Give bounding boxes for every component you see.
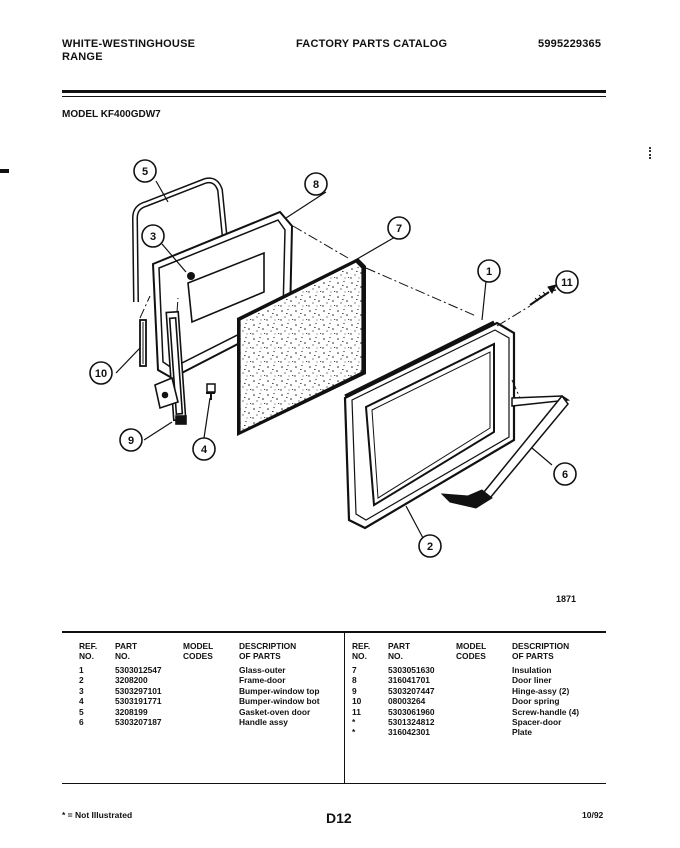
- model-code-cell: [183, 707, 239, 717]
- ref-header: REF. NO.: [352, 641, 371, 661]
- callout-4-label: 4: [200, 444, 208, 456]
- part-no-cell: 316041701: [388, 675, 430, 686]
- description-cell: Glass-outer: [239, 665, 286, 675]
- part-no-cell: 5303061960: [388, 706, 435, 717]
- part-header: PART NO.: [115, 641, 138, 661]
- catalog-title: FACTORY PARTS CATALOG: [296, 38, 448, 50]
- part-no-cell: 08003264: [388, 696, 426, 707]
- ref-no-cell: 3: [79, 685, 84, 696]
- model-codes-header: MODEL CODES: [183, 641, 214, 661]
- part-no-cell: 5303051630: [388, 665, 435, 675]
- ref-no-cell: 6: [79, 717, 84, 728]
- callout-7-label: 7: [395, 223, 403, 235]
- table-row: [352, 696, 622, 706]
- description-cell: Door spring: [512, 696, 560, 707]
- callout-2-label: 2: [426, 541, 434, 553]
- callout-6-label: 6: [561, 469, 569, 481]
- table-row: [352, 717, 622, 727]
- model-code-cell: [183, 665, 239, 675]
- ref-no-cell: 1: [79, 665, 84, 675]
- catalog-number: 5995229365: [538, 38, 602, 50]
- description-cell: Door liner: [512, 675, 552, 686]
- model-code-cell: [183, 686, 239, 696]
- bumper-top-part: [187, 272, 195, 280]
- ref-no-cell: 9: [352, 685, 357, 696]
- ref-no-cell: 5: [79, 706, 84, 717]
- table-row: [352, 686, 622, 696]
- part-no-cell: 3208200: [115, 675, 148, 686]
- description-cell: Hinge-assy (2): [512, 685, 570, 696]
- description-cell: Plate: [512, 727, 533, 738]
- description-cell: Frame-door: [239, 675, 286, 686]
- table-row: [352, 727, 622, 737]
- ref-no-cell: *: [352, 717, 356, 728]
- ref-header: REF. NO.: [79, 641, 98, 661]
- not-illustrated-note: * = Not Illustrated: [62, 810, 133, 820]
- table-row: [352, 675, 622, 685]
- description-cell: Bumper-window bot: [239, 696, 320, 707]
- part-no-cell: 5301324812: [388, 717, 435, 728]
- brand-line-1: WHITE-WESTINGHOUSE: [62, 38, 196, 50]
- description-header: DESCRIPTION OF PARTS: [512, 641, 570, 661]
- handle-screw-part: [530, 285, 556, 305]
- description-header: DESCRIPTION OF PARTS: [239, 641, 297, 661]
- door-spring-part: [140, 320, 146, 366]
- model-code-cell: [183, 675, 239, 685]
- ref-no-cell: 8: [352, 675, 357, 686]
- table-row: [79, 686, 349, 696]
- model-code-cell: [456, 717, 512, 727]
- part-no-cell: 5303012547: [115, 665, 162, 675]
- part-no-cell: 5303207447: [388, 685, 435, 696]
- model-code-cell: [456, 686, 512, 696]
- callout-3-label: 3: [149, 231, 157, 243]
- figure-number: 1871: [556, 594, 577, 604]
- callout-1-label: 1: [485, 266, 493, 278]
- part-no-cell: 3208199: [115, 706, 148, 717]
- table-row: [79, 696, 349, 706]
- bumper-bottom-part: [206, 384, 215, 400]
- model-label: MODEL KF400GDW7: [62, 109, 161, 120]
- ref-no-cell: 7: [352, 665, 357, 675]
- ref-no-cell: 2: [79, 675, 84, 686]
- part-no-cell: 5303207187: [115, 717, 162, 728]
- part-no-cell: 316042301: [388, 727, 430, 738]
- parts-table-left: [79, 641, 349, 727]
- callout-11-label: 11: [561, 277, 573, 289]
- table-row: [79, 707, 349, 717]
- table-row: [79, 675, 349, 685]
- ref-no-cell: 4: [79, 696, 84, 707]
- model-code-cell: [183, 696, 239, 706]
- table-row: [352, 665, 622, 675]
- revision-date: 10/92: [582, 810, 604, 820]
- model-code-cell: [456, 696, 512, 706]
- part-no-cell: 5303297101: [115, 685, 162, 696]
- model-code-cell: [456, 675, 512, 685]
- model-code-cell: [456, 707, 512, 717]
- brand-line-2: RANGE: [62, 51, 103, 63]
- parts-table-right: [352, 641, 622, 738]
- model-code-cell: [183, 717, 239, 727]
- callout-8-label: 8: [312, 179, 320, 191]
- page-number: D12: [326, 810, 352, 826]
- table-top-rule: [62, 631, 606, 633]
- callout-9-label: 9: [127, 435, 135, 447]
- table-bottom-rule: [62, 783, 606, 784]
- description-cell: Screw-handle (4): [512, 706, 580, 717]
- callout-10-label: 10: [94, 368, 108, 380]
- callout-5-label: 5: [141, 166, 149, 178]
- description-cell: Bumper-window top: [239, 685, 320, 696]
- description-cell: Spacer-door: [512, 717, 562, 728]
- table-row: [79, 717, 349, 727]
- ref-no-cell: *: [352, 727, 356, 738]
- model-code-cell: [456, 727, 512, 737]
- table-row: [352, 707, 622, 717]
- description-cell: Gasket-oven door: [239, 706, 311, 717]
- table-row: [79, 665, 349, 675]
- ref-no-cell: 11: [352, 706, 361, 717]
- description-cell: Handle assy: [239, 717, 288, 728]
- description-cell: Insulation: [512, 665, 552, 675]
- model-codes-header: MODEL CODES: [456, 641, 487, 661]
- part-header: PART NO.: [388, 641, 411, 661]
- ref-no-cell: 10: [352, 696, 362, 707]
- model-code-cell: [456, 665, 512, 675]
- part-no-cell: 5303191771: [115, 696, 162, 707]
